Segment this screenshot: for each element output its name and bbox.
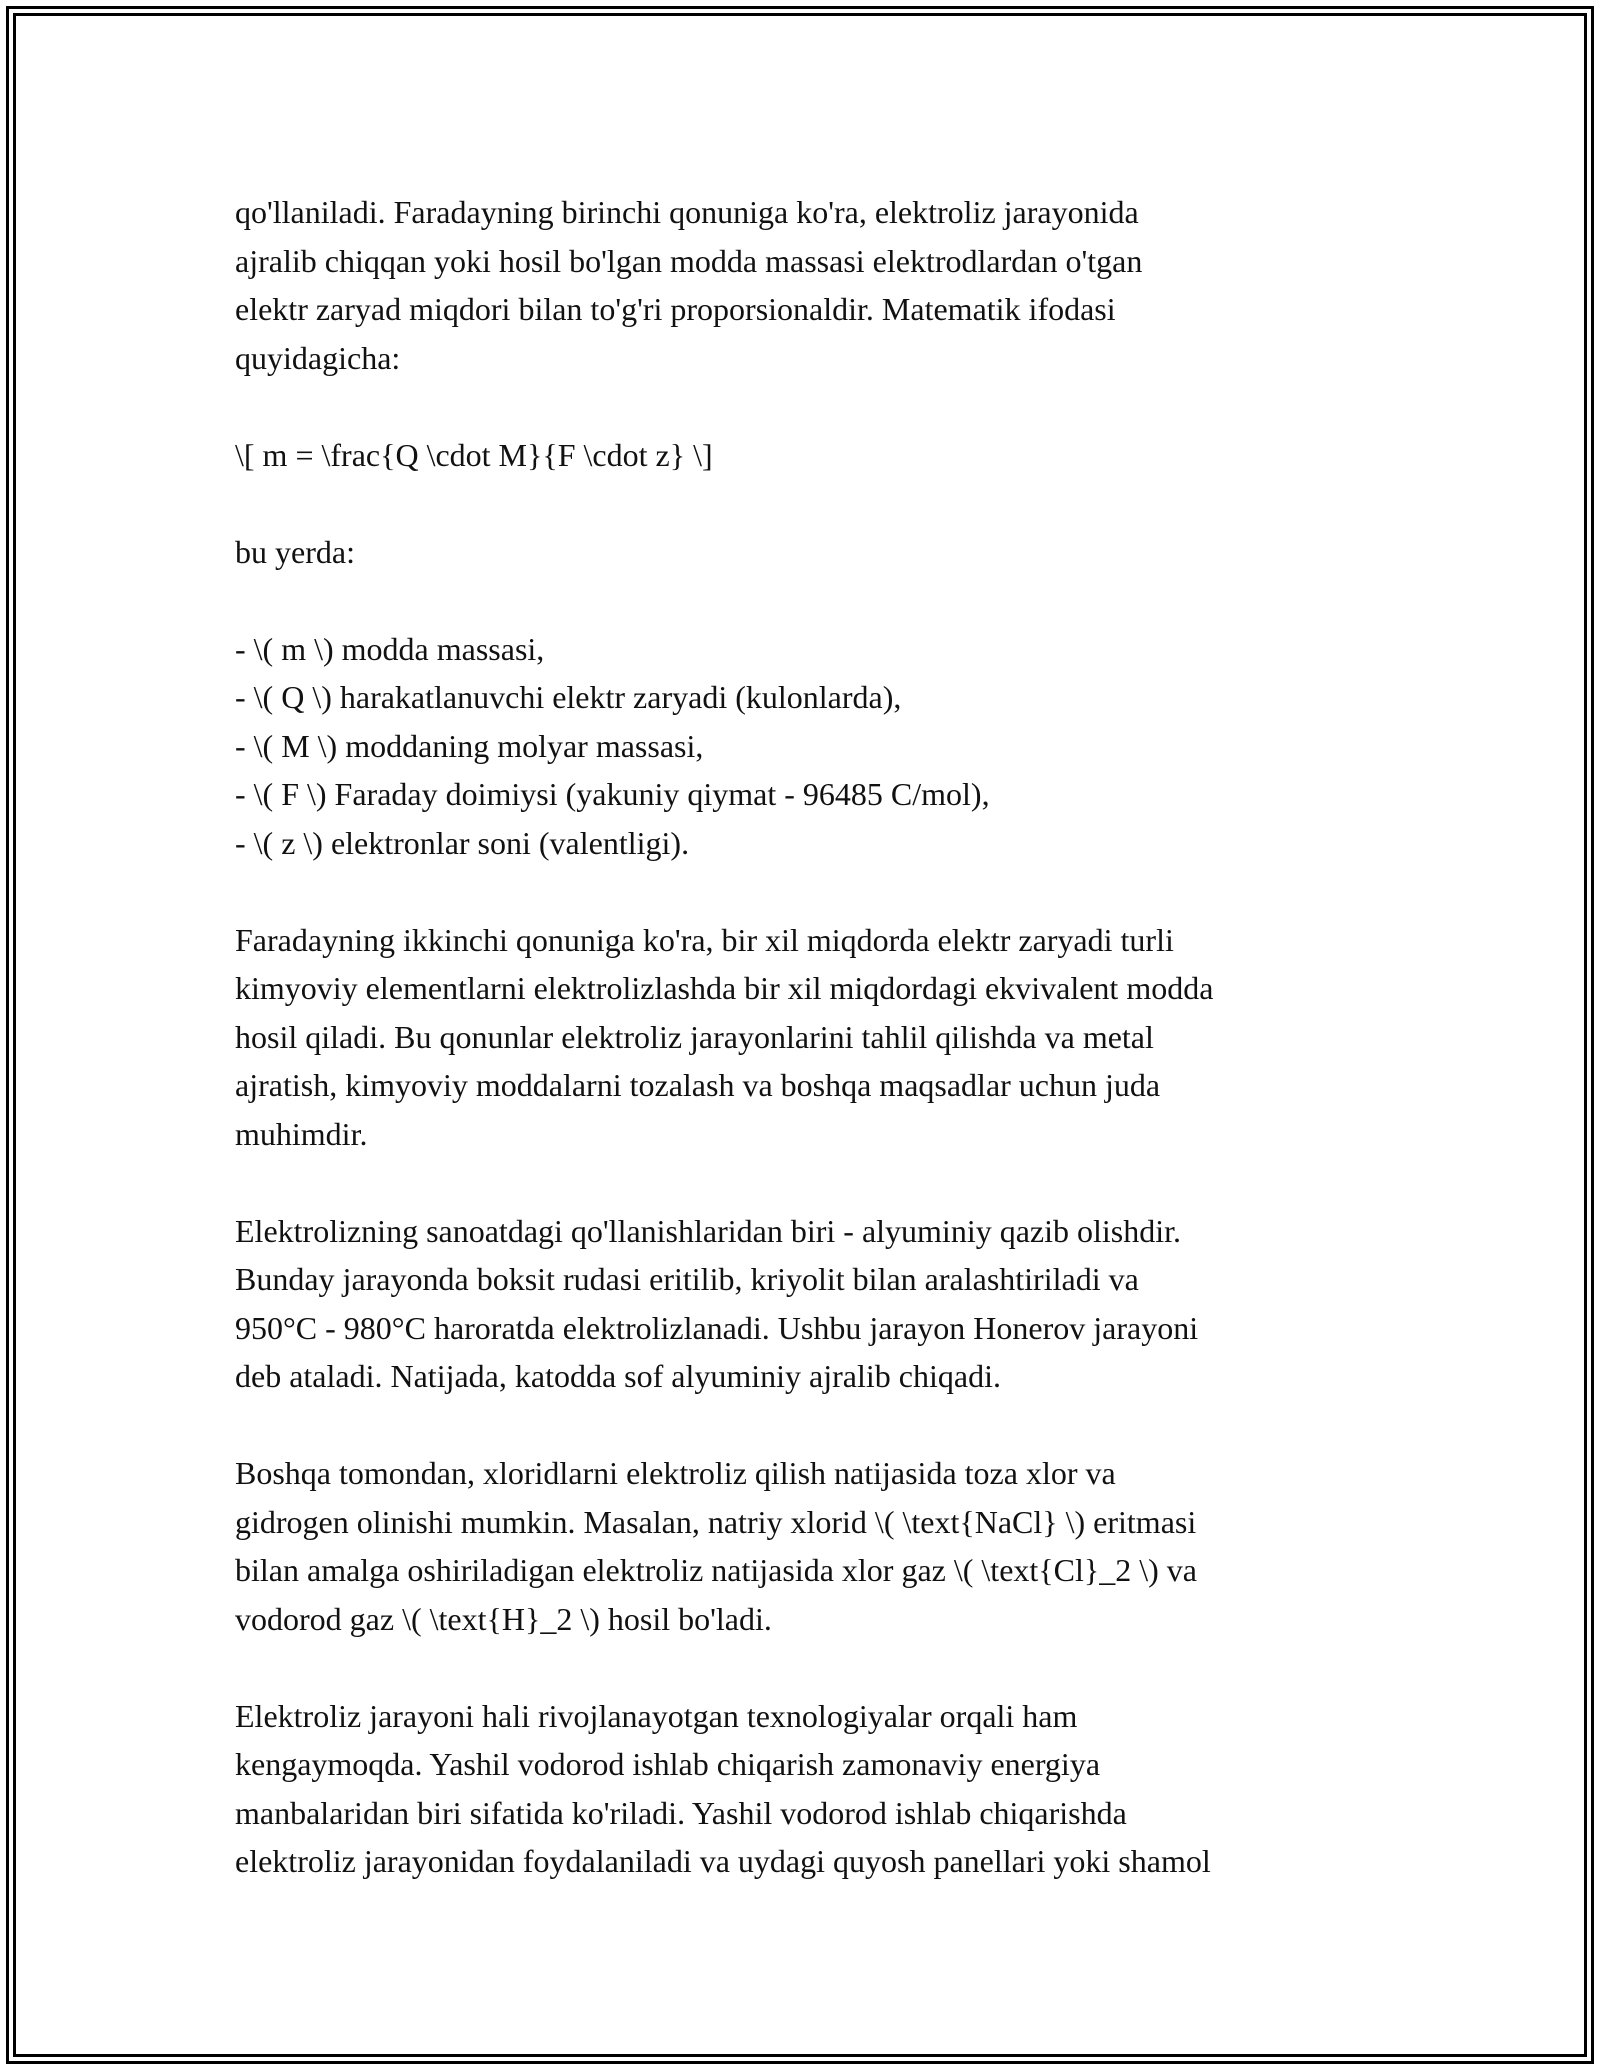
variable-definition-list	[235, 625, 1375, 868]
paragraph-aluminium	[235, 1207, 1375, 1401]
text-line: 950°C - 980°C haroratda elektrolizlanadi. Ushbu jarayon Honerov jarayoni	[235, 1309, 1199, 1346]
text-line: elektr zaryad miqdori bilan to'g'ri proporsionaldir. Matematik ifodasi	[235, 291, 1116, 327]
text-line: Elektroliz jarayoni hali rivojlanayotgan texnologiyalar orqali ham	[235, 1697, 1078, 1734]
text-line: bilan amalga oshiriladigan elektroliz natijasida xlor gaz \( \text{Cl}_2 \) va	[235, 1552, 1197, 1588]
text-line: muhimdir.	[235, 1115, 368, 1152]
paragraph-where	[235, 528, 1375, 577]
formula-line: \[ m = \frac{Q \cdot M}{F \cdot z} \]	[235, 436, 713, 473]
paragraph-faraday-second-law	[235, 916, 1375, 1159]
text-line: kimyoviy elementlarni elektrolizlashda bir xil miqdordagi ekvivalent modda	[235, 970, 1214, 1006]
list-item: - \( z \) elektronlar soni (valentligi).	[235, 824, 690, 861]
paragraph-faraday-first-law	[235, 188, 1375, 382]
list-item: - \( m \) modda massasi,	[235, 630, 545, 667]
text-line: Boshqa tomondan, xloridlarni elektroliz qilish natijasida toza xlor va	[235, 1455, 1116, 1491]
text-line: Bunday jarayonda boksit rudasi eritilib, kriyolit bilan aralashtiriladi va	[235, 1261, 1139, 1297]
paragraph-green-hydrogen	[235, 1692, 1375, 1886]
list-item: - \( Q \) harakatlanuvchi elektr zaryadi (kulonlarda),	[235, 679, 902, 715]
paragraph-chlorine	[235, 1449, 1375, 1643]
text-line: quyidagicha:	[235, 339, 401, 376]
text-line: Faradayning ikkinchi qonuniga ko'ra, bir xil miqdorda elektr zaryadi turli	[235, 921, 1174, 958]
list-item: - \( F \) Faraday doimiysi (yakuniy qiymat - 96485 C/mol),	[235, 776, 990, 812]
text-line: Elektrolizning sanoatdagi qo'llanishlaridan biri - alyuminiy qazib olishdir.	[235, 1212, 1182, 1249]
text-line: qo'llaniladi. Faradayning birinchi qonuniga ko'ra, elektroliz jarayonida	[235, 194, 1139, 230]
text-line: ajralib chiqqan yoki hosil bo'lgan modda massasi elektrodlardan o'tgan	[235, 242, 1143, 279]
text-line: elektroliz jarayonidan foydalaniladi va uydagi quyosh panellari yoki shamol	[235, 1843, 1211, 1879]
paragraph-formula	[235, 431, 1375, 480]
text-line: manbalaridan biri sifatida ko'riladi. Yashil vodorod ishlab chiqarishda	[235, 1794, 1127, 1831]
document-body	[235, 188, 1375, 1886]
text-line: bu yerda:	[235, 533, 355, 570]
list-item: - \( M \) moddaning molyar massasi,	[235, 727, 704, 764]
text-line: kengaymoqda. Yashil vodorod ishlab chiqarish zamonaviy energiya	[235, 1746, 1101, 1782]
text-line: gidrogen olinishi mumkin. Masalan, natriy xlorid \( \text{NaCl} \) eritmasi	[235, 1503, 1197, 1540]
text-line: vodorod gaz \( \text{H}_2 \) hosil bo'ladi.	[235, 1600, 772, 1637]
text-line: deb ataladi. Natijada, katodda sof alyuminiy ajralib chiqadi.	[235, 1358, 1001, 1394]
text-line: ajratish, kimyoviy moddalarni tozalash va boshqa maqsadlar uchun juda	[235, 1067, 1161, 1103]
text-line: hosil qiladi. Bu qonunlar elektroliz jarayonlarini tahlil qilishda va metal	[235, 1018, 1154, 1055]
